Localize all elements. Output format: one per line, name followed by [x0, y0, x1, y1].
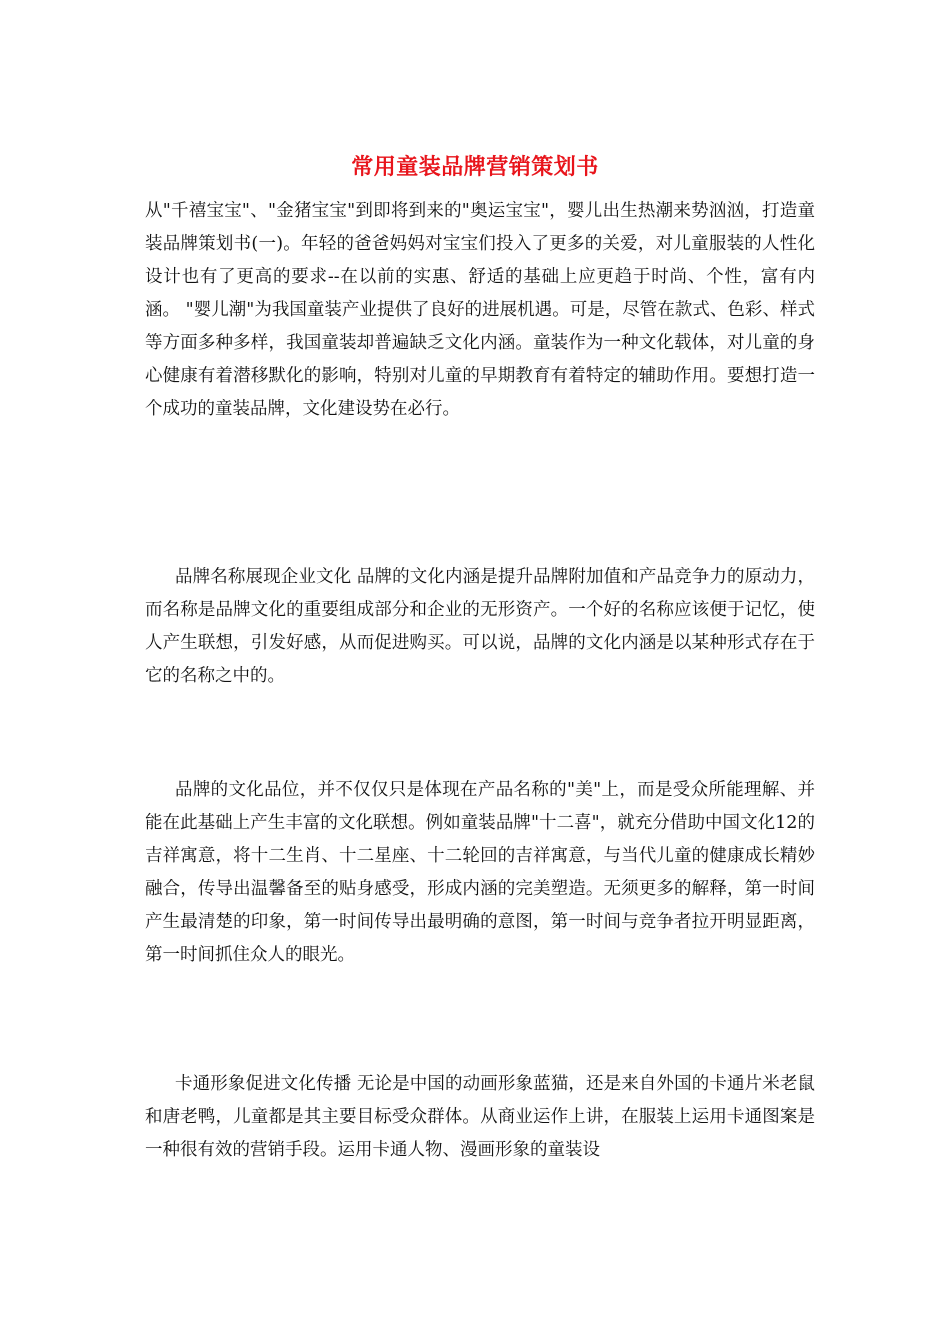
paragraph-intro: 从"千禧宝宝"、"金猪宝宝"到即将到来的"奥运宝宝"，婴儿出生热潮来势汹汹，打造童装品牌策划书(一)。年轻的爸爸妈妈对宝宝们投入了更多的关爱，对儿童服装的人性化设计也有了更高的要求--在以前的实惠、舒适的基础上应更趋于时尚、个性，富有内涵。 "婴儿潮"为我国童装产业提供了良好的进展机遇。可是，尽管在款式、色彩、样式等方面多种多样，我国童装却普遍缺乏文化内涵。童装作为一种文化载体，对儿童的身心健康有着潜移默化的影响，特别对儿童的早期教育有着特定的辅助作用。要想打造一个成功的童装品牌，文化建设势在必行。	[145, 201, 815, 419]
document-title: 常用童装品牌营销策划书	[351, 155, 599, 180]
paragraph-brand-name: 品牌名称展现企业文化 品牌的文化内涵是提升品牌附加值和产品竞争力的原动力，而名称是品牌文化的重要组成部分和企业的无形资产。一个好的名称应该便于记忆，使人产生联想，引发好感，从而促进购买。可以说，品牌的文化内涵是以某种形式存在于它的名称之中的。	[145, 567, 815, 686]
paragraph-cultural-taste: 品牌的文化品位，并不仅仅只是体现在产品名称的"美"上，而是受众所能理解、并能在此基础上产生丰富的文化联想。例如童装品牌"十二喜"，就充分借助中国文化12的吉祥寓意，将十二生肖、十二星座、十二轮回的吉祥寓意，与当代儿童的健康成长精妙融合，传导出温馨备至的贴身感受，形成内涵的完美塑造。无须更多的解释，第一时间产生最清楚的印象，第一时间传导出最明确的意图，第一时间与竞争者拉开明显距离，第一时间抓住众人的眼光。	[145, 780, 815, 965]
paragraph-cartoon-image: 卡通形象促进文化传播 无论是中国的动画形象蓝猫，还是来自外国的卡通片米老鼠和唐老鸭，儿童都是其主要目标受众群体。从商业运作上讲，在服装上运用卡通图案是一种很有效的营销手段。运用卡通人物、漫画形象的童装设	[145, 1074, 815, 1160]
